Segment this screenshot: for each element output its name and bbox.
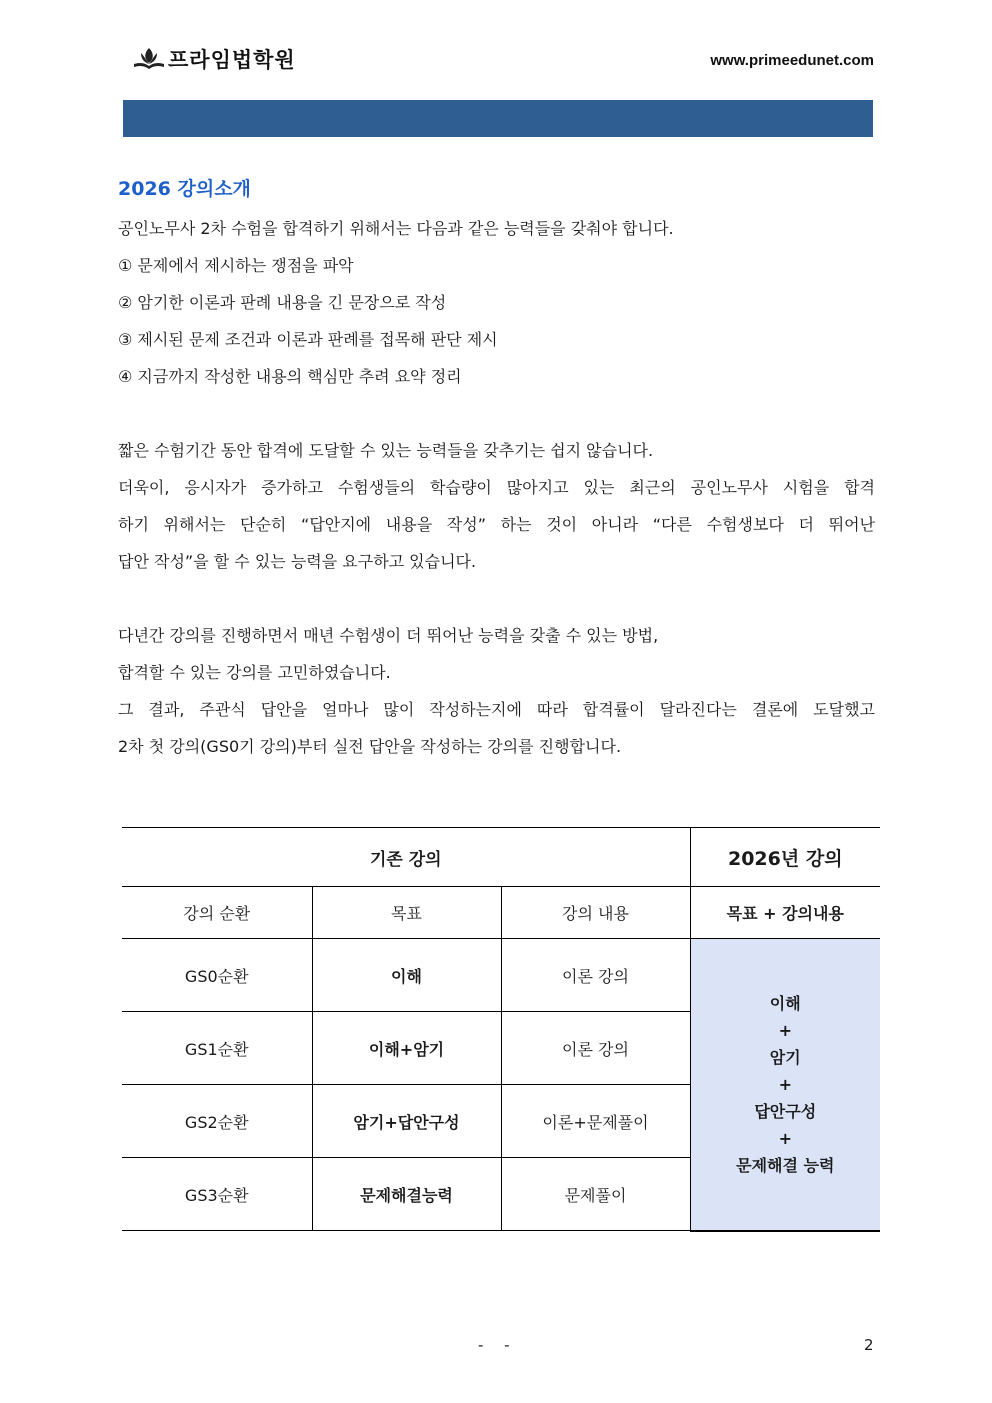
- merged-line: 답안구성: [754, 1101, 817, 1121]
- footer-dashes: - -: [478, 1336, 518, 1354]
- new-lecture-merged-cell: [690, 939, 880, 1231]
- paragraph-line: 답안 작성”을 할 수 있는 능력을 요구하고 있습니다.: [118, 552, 477, 571]
- site-url[interactable]: www.primeedunet.com: [710, 52, 874, 69]
- table-row: [122, 939, 880, 1012]
- page-header: [132, 44, 874, 76]
- paragraph-line: 더욱이, 응시자가 증가하고 수험생들의 학습량이 많아지고 있는 최근의 공인노무사 시험을 합격: [118, 478, 875, 497]
- goal-cell: 이해: [312, 939, 501, 1012]
- content-cell: 문제풀이: [501, 1158, 690, 1231]
- merged-line: +: [778, 1128, 792, 1148]
- old-lecture-header: 기존 강의: [122, 828, 690, 887]
- section-title: 2026 강의소개: [118, 178, 251, 200]
- page-number: 2: [864, 1336, 874, 1354]
- new-lecture-header: 2026년 강의: [690, 828, 880, 887]
- lecture-comparison-table: [122, 827, 880, 1232]
- logo-text: 프라임법학원: [168, 48, 296, 72]
- content-cell: 이론+문제풀이: [501, 1085, 690, 1158]
- column-header-goal: 목표: [312, 887, 501, 939]
- merged-line: 이해: [769, 993, 801, 1013]
- cycle-cell: GS3순환: [122, 1158, 312, 1231]
- paragraph-line: 짧은 수험기간 동안 합격에 도달할 수 있는 능력들을 갖추기는 쉽지 않습니다.: [118, 441, 654, 460]
- goal-cell: 암기+답안구성: [312, 1085, 501, 1158]
- column-header-cycle: 강의 순환: [122, 887, 312, 939]
- column-header-content: 강의 내용: [501, 887, 690, 939]
- logo: [132, 44, 296, 74]
- paragraph-line: 하기 위해서는 단순히 “답안지에 내용을 작성” 하는 것이 아니라 “다른 수험생보다 더 뛰어난: [118, 515, 875, 534]
- paragraph-line: 2차 첫 강의(GS0기 강의)부터 실전 답안을 작성하는 강의를 진행합니다.: [118, 737, 622, 756]
- cycle-cell: GS0순환: [122, 939, 312, 1012]
- column-header-goal-content: 목표 + 강의내용: [690, 887, 880, 939]
- paragraph-line: 다년간 강의를 진행하면서 매년 수험생이 더 뛰어난 능력을 갖출 수 있는 방법,: [118, 626, 659, 645]
- content-cell: 이론 강의: [501, 1012, 690, 1085]
- ability-item: ③ 제시된 문제 조건과 이론과 판례를 접목해 판단 제시: [118, 330, 498, 349]
- cycle-cell: GS2순환: [122, 1085, 312, 1158]
- paragraph-line: 그 결과, 주관식 답안을 얼마나 많이 작성하는지에 따라 합격률이 달라진다는 결론에 도달했고: [118, 700, 875, 719]
- goal-cell: 문제해결능력: [312, 1158, 501, 1231]
- intro-section: [118, 174, 875, 765]
- paragraph-line: 합격할 수 있는 강의를 고민하였습니다.: [118, 663, 391, 682]
- intro-lead: 공인노무사 2차 수험을 합격하기 위해서는 다음과 같은 능력들을 갖춰야 합니다.: [118, 219, 674, 238]
- header-banner: [123, 100, 873, 137]
- cycle-cell: GS1순환: [122, 1012, 312, 1085]
- merged-line: +: [778, 1074, 792, 1094]
- book-lotus-icon: [132, 45, 166, 73]
- merged-line: 암기: [769, 1047, 801, 1067]
- content-cell: 이론 강의: [501, 939, 690, 1012]
- ability-item: ④ 지금까지 작성한 내용의 핵심만 추려 요약 정리: [118, 367, 462, 386]
- merged-line: +: [778, 1020, 792, 1040]
- goal-cell: 이해+암기: [312, 1012, 501, 1085]
- ability-item: ② 암기한 이론과 판례 내용을 긴 문장으로 작성: [118, 293, 447, 312]
- ability-item: ① 문제에서 제시하는 쟁점을 파악: [118, 256, 354, 275]
- merged-line: 문제해결 능력: [736, 1155, 835, 1175]
